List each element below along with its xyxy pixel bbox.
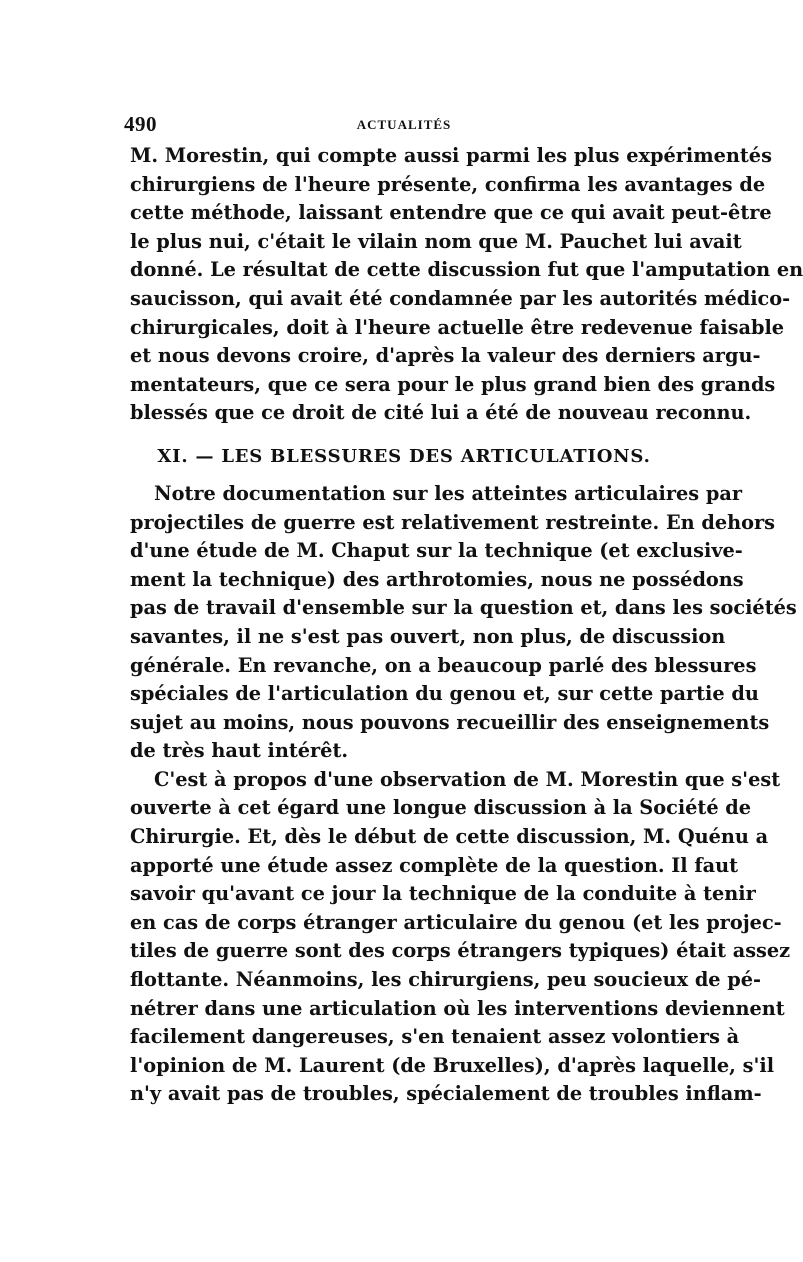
running-head — [124, 112, 678, 142]
text-line: cette méthode, laissant entendre que ce qui avait peut-être — [130, 201, 772, 225]
text-line: blessés que ce droit de cité lui a été de nouveau reconnu. — [130, 401, 752, 425]
text-line: spéciales de l'articulation du genou et, sur cette partie du — [130, 682, 759, 706]
text-line: pas de travail d'ensemble sur la question et, dans les sociétés — [130, 596, 797, 620]
text-line: apporté une étude assez complète de la question. Il faut — [130, 853, 739, 877]
text-line: projectiles de guerre est relativement restreinte. En dehors — [130, 510, 776, 534]
running-title: ACTUALITÉS — [356, 117, 452, 132]
text-line: d'une étude de M. Chaput sur la technique (et exclusive- — [130, 539, 743, 563]
text-line: savantes, il ne s'est pas ouvert, non plus, de discussion — [130, 624, 726, 648]
text-line: savoir qu'avant ce jour la technique de la conduite à tenir — [130, 882, 756, 906]
text-line: tiles de guerre sont des corps étrangers typiques) était assez — [130, 939, 791, 963]
paragraph-morestin-amputation — [130, 142, 803, 428]
text-line: facilement dangereuses, s'en tenaient assez volontiers à — [130, 1025, 740, 1049]
text-line: ouverte à cet égard une longue discussion à la Société de — [130, 796, 752, 820]
text-line: mentateurs, que ce sera pour le plus grand bien des grands — [130, 372, 776, 396]
text-line: Chirurgie. Et, dès le début de cette discussion, M. Quénu a — [130, 825, 769, 849]
section-heading: XI. — LES BLESSURES DES ARTICULATIONS. — [157, 445, 651, 467]
text-line: C'est à propos d'une observation de M. Morestin que s'est — [154, 767, 781, 791]
text-line: chirurgiens de l'heure présente, confirma les avantages de — [130, 172, 766, 196]
text-line: n'y avait pas de troubles, spécialement de troubles inflam- — [130, 1082, 762, 1106]
text-line: nétrer dans une articulation où les interventions deviennent — [130, 996, 785, 1020]
page-number: 490 — [124, 112, 157, 136]
text-line: ment la technique) des arthrotomies, nous ne possédons — [130, 567, 744, 591]
text-line: et nous devons croire, d'après la valeur des derniers argu- — [130, 344, 761, 368]
text-line: l'opinion de M. Laurent (de Bruxelles), d'après laquelle, s'il — [130, 1053, 775, 1077]
text-line: saucisson, qui avait été condamnée par les autorités médico- — [130, 286, 791, 310]
text-line: le plus nui, c'était le vilain nom que M. Pauchet lui avait — [130, 229, 742, 253]
paragraph-quenu-discussion — [130, 766, 791, 1109]
text-line: en cas de corps étranger articulaire du genou (et les projec- — [130, 910, 782, 934]
text-line: Notre documentation sur les atteintes articulaires par — [154, 481, 743, 505]
text-line: flottante. Néanmoins, les chirurgiens, peu soucieux de pé- — [130, 968, 762, 992]
text-line: générale. En revanche, on a beaucoup parlé des blessures — [130, 653, 757, 677]
text-line: donné. Le résultat de cette discussion fut que l'amputation en — [130, 258, 803, 282]
text-line: de très haut intérêt. — [130, 739, 349, 763]
text-line: chirurgicales, doit à l'heure actuelle être redevenue faisable — [130, 315, 785, 339]
text-line: M. Morestin, qui compte aussi parmi les plus expérimentés — [130, 144, 772, 167]
book-page — [124, 112, 803, 1109]
text-line: sujet au moins, nous pouvons recueillir des enseignements — [130, 710, 770, 734]
paragraph-joint-injuries — [130, 480, 797, 766]
